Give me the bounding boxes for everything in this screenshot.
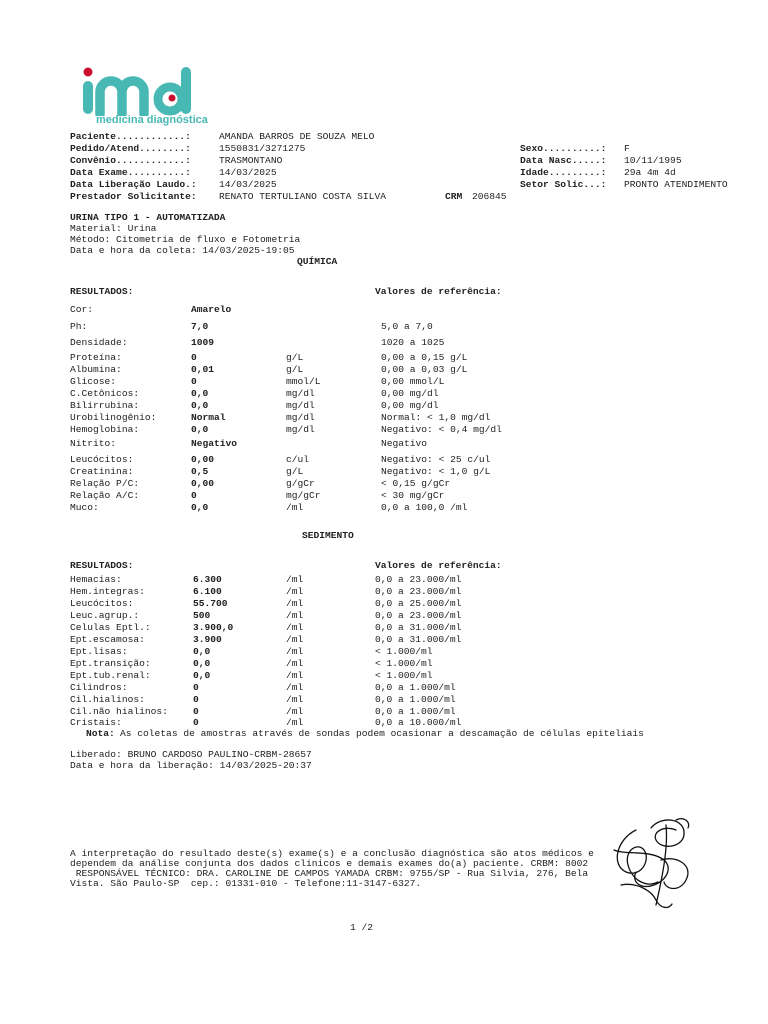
data-liberacao: Data e hora da liberação: 14/03/2025-20:37	[70, 760, 312, 771]
row-unit: /ml	[286, 610, 304, 621]
row-unit: /ml	[286, 586, 304, 597]
row-reference: 0,0 a 31.000/ml	[375, 634, 462, 645]
row-unit: /ml	[286, 622, 304, 633]
row-reference: < 1.000/ml	[375, 646, 433, 657]
value-data-nasc: 10/11/1995	[624, 155, 682, 166]
row-value: 0	[191, 490, 197, 501]
label-convenio: Convênio............:	[70, 155, 191, 166]
row-label: Ept.escamosa:	[70, 634, 145, 645]
row-value: 0,0	[191, 388, 209, 399]
row-value: 0	[191, 352, 197, 363]
row-unit: g/L	[286, 352, 304, 363]
row-label: Proteína:	[70, 352, 122, 363]
row-label: Leucócitos:	[70, 598, 134, 609]
row-unit: mg/dl	[286, 424, 315, 435]
row-unit: mg/dl	[286, 400, 315, 411]
row-unit: /ml	[286, 646, 304, 657]
quimica-ref-label: Valores de referência:	[375, 286, 502, 297]
row-value: 0,0	[193, 658, 211, 669]
value-sexo: F	[624, 143, 630, 154]
row-reference: < 30 mg/gCr	[381, 490, 445, 501]
row-reference: 0,0 a 31.000/ml	[375, 622, 462, 633]
row-reference: Normal: < 1,0 mg/dl	[381, 412, 491, 423]
row-unit: mg/dl	[286, 388, 315, 399]
row-value: 1009	[191, 337, 215, 348]
row-value: 500	[193, 610, 211, 621]
logo-subtitle: medicina diagnóstica	[96, 114, 208, 126]
row-label: Hem.integras:	[70, 586, 145, 597]
row-reference: 0,00 mg/dl	[381, 388, 439, 399]
footer-line: dependem da análise conjunta dos dados clínicos e demais exames do(a) paciente. CRBM: 8002	[70, 858, 589, 869]
row-label: Cristais:	[70, 717, 122, 728]
row-value: 0	[193, 717, 199, 728]
row-label: Hemacias:	[70, 574, 122, 585]
row-label: Hemoglobina:	[70, 424, 140, 435]
row-unit: /ml	[286, 598, 304, 609]
nota-text: As coletas de amostras através de sondas podem ocasionar a descamação de células epiteliais	[120, 728, 644, 739]
footer-line: RESPONSÁVEL TÉCNICO: DRA. CAROLINE DE CAMPOS YAMADA CRBM: 9755/SP - Rua Silvia, 276, Bela	[70, 868, 589, 879]
section-sedimento: SEDIMENTO	[302, 530, 354, 541]
row-unit: /ml	[286, 694, 304, 705]
row-value: 0,0	[193, 646, 211, 657]
row-reference: 0,00 a 0,03 g/L	[381, 364, 468, 375]
row-label: Creatinina:	[70, 466, 134, 477]
row-value: 0	[193, 706, 199, 717]
row-unit: mmol/L	[286, 376, 321, 387]
label-pedido: Pedido/Atend........:	[70, 143, 191, 154]
liberado: Liberado: BRUNO CARDOSO PAULINO-CRBM-28657	[70, 749, 312, 760]
row-reference: 0,0 a 23.000/ml	[375, 574, 462, 585]
row-reference: Negativo: < 1,0 g/L	[381, 466, 491, 477]
row-reference: 0,0 a 1.000/ml	[375, 694, 456, 705]
row-value: 3.900	[193, 634, 222, 645]
row-unit: /ml	[286, 670, 304, 681]
row-unit: /ml	[286, 706, 304, 717]
exam-title: URINA TIPO 1 - AUTOMATIZADA	[70, 212, 226, 223]
row-label: Celulas Eptl.:	[70, 622, 151, 633]
label-sexo: Sexo..........:	[520, 143, 607, 154]
footer-line: Vista. São Paulo-SP cep.: 01331-010 - Telefone:11-3147-6327.	[70, 878, 422, 889]
label-crm: CRM	[445, 191, 463, 202]
row-value: 0,0	[191, 400, 209, 411]
signature	[606, 810, 706, 920]
value-prestador: RENATO TERTULIANO COSTA SILVA	[219, 191, 386, 202]
row-reference: Negativo: < 0,4 mg/dl	[381, 424, 502, 435]
row-reference: 0,00 mg/dl	[381, 400, 439, 411]
row-value: Amarelo	[191, 304, 232, 315]
row-label: Ept.tub.renal:	[70, 670, 151, 681]
row-unit: c/ul	[286, 454, 310, 465]
row-value: 0,01	[191, 364, 215, 375]
row-unit: /ml	[286, 502, 304, 513]
sedimento-results-label: RESULTADOS:	[70, 560, 134, 571]
row-reference: 0,0 a 100,0 /ml	[381, 502, 468, 513]
row-reference: Negativo	[381, 438, 428, 449]
row-unit: /ml	[286, 717, 304, 728]
row-label: Urobilinogênio:	[70, 412, 157, 423]
label-data-exame: Data Exame..........:	[70, 167, 191, 178]
row-reference: 0,0 a 23.000/ml	[375, 586, 462, 597]
row-label: Leucócitos:	[70, 454, 134, 465]
row-reference: 0,0 a 1.000/ml	[375, 682, 456, 693]
label-setor: Setor Solic...:	[520, 179, 607, 190]
nota-label: Nota:	[86, 728, 115, 739]
row-unit: g/L	[286, 466, 304, 477]
label-data-liberacao: Data Liberação Laudo.:	[70, 179, 197, 190]
row-reference: 0,0 a 1.000/ml	[375, 706, 456, 717]
row-label: Leuc.agrup.:	[70, 610, 140, 621]
value-data-liberacao: 14/03/2025	[219, 179, 277, 190]
row-value: 0,5	[191, 466, 209, 477]
row-label: Ph:	[70, 321, 88, 332]
row-value: 7,0	[191, 321, 209, 332]
row-value: Normal	[191, 412, 226, 423]
value-pedido: 1550831/3271275	[219, 143, 306, 154]
row-reference: 0,00 a 0,15 g/L	[381, 352, 468, 363]
row-reference: 5,0 a 7,0	[381, 321, 433, 332]
value-setor: PRONTO ATENDIMENTO	[624, 179, 728, 190]
row-label: Muco:	[70, 502, 99, 513]
row-value: 0,0	[191, 424, 209, 435]
row-reference: < 0,15 g/gCr	[381, 478, 451, 489]
row-value: 0,00	[191, 478, 215, 489]
row-label: Ept.transição:	[70, 658, 151, 669]
row-value: 0	[191, 376, 197, 387]
exam-material: Material: Urina	[70, 223, 157, 234]
quimica-results-label: RESULTADOS:	[70, 286, 134, 297]
row-value: 0,0	[193, 670, 211, 681]
exam-metodo: Método: Citometria de fluxo e Fotometria	[70, 234, 301, 245]
row-value: 3.900,0	[193, 622, 234, 633]
row-label: Cil.hialinos:	[70, 694, 145, 705]
row-label: Ept.lisas:	[70, 646, 128, 657]
row-reference: < 1.000/ml	[375, 658, 433, 669]
row-unit: mg/dl	[286, 412, 315, 423]
row-value: 6.300	[193, 574, 222, 585]
row-unit: /ml	[286, 634, 304, 645]
row-value: Negativo	[191, 438, 238, 449]
row-reference: 0,0 a 23.000/ml	[375, 610, 462, 621]
row-reference: 0,0 a 10.000/ml	[375, 717, 462, 728]
page-number: 1 /2	[350, 922, 374, 933]
sedimento-ref-label: Valores de referência:	[375, 560, 502, 571]
imd-logo-mark	[80, 64, 204, 116]
row-label: Cor:	[70, 304, 94, 315]
row-label: Albumina:	[70, 364, 122, 375]
label-idade: Idade.........:	[520, 167, 607, 178]
row-label: Nitrito:	[70, 438, 117, 449]
row-label: Cilindros:	[70, 682, 128, 693]
row-unit: mg/gCr	[286, 490, 321, 501]
row-label: Cil.não hialinos:	[70, 706, 168, 717]
value-convenio: TRASMONTANO	[219, 155, 283, 166]
row-reference: 1020 a 1025	[381, 337, 445, 348]
value-paciente: AMANDA BARROS DE SOUZA MELO	[219, 131, 375, 142]
value-crm: 206845	[472, 191, 507, 202]
row-unit: /ml	[286, 658, 304, 669]
label-paciente: Paciente............:	[70, 131, 191, 142]
row-unit: g/gCr	[286, 478, 315, 489]
row-value: 6.100	[193, 586, 222, 597]
logo	[80, 64, 210, 130]
row-unit: /ml	[286, 574, 304, 585]
row-value: 0,0	[191, 502, 209, 513]
row-label: Densidade:	[70, 337, 128, 348]
row-label: C.Cetônicos:	[70, 388, 140, 399]
value-data-exame: 14/03/2025	[219, 167, 277, 178]
row-value: 0	[193, 682, 199, 693]
label-prestador: Prestador Solicitante:	[70, 191, 197, 202]
row-label: Glicose:	[70, 376, 117, 387]
row-value: 55.700	[193, 598, 228, 609]
row-label: Relação A/C:	[70, 490, 140, 501]
section-quimica: QUÍMICA	[297, 256, 338, 267]
exam-coleta: Data e hora da coleta: 14/03/2025-19:05	[70, 245, 295, 256]
value-idade: 29a 4m 4d	[624, 167, 676, 178]
row-value: 0,00	[191, 454, 215, 465]
row-reference: Negativo: < 25 c/ul	[381, 454, 491, 465]
row-value: 0	[193, 694, 199, 705]
row-reference: < 1.000/ml	[375, 670, 433, 681]
row-label: Bilirrubina:	[70, 400, 140, 411]
row-unit: g/L	[286, 364, 304, 375]
row-reference: 0,00 mmol/L	[381, 376, 445, 387]
row-label: Relação P/C:	[70, 478, 140, 489]
label-data-nasc: Data Nasc.....:	[520, 155, 607, 166]
row-unit: /ml	[286, 682, 304, 693]
footer-line: A interpretação do resultado deste(s) exame(s) e a conclusão diagnóstica são atos médicos e	[70, 848, 594, 859]
row-reference: 0,0 a 25.000/ml	[375, 598, 462, 609]
